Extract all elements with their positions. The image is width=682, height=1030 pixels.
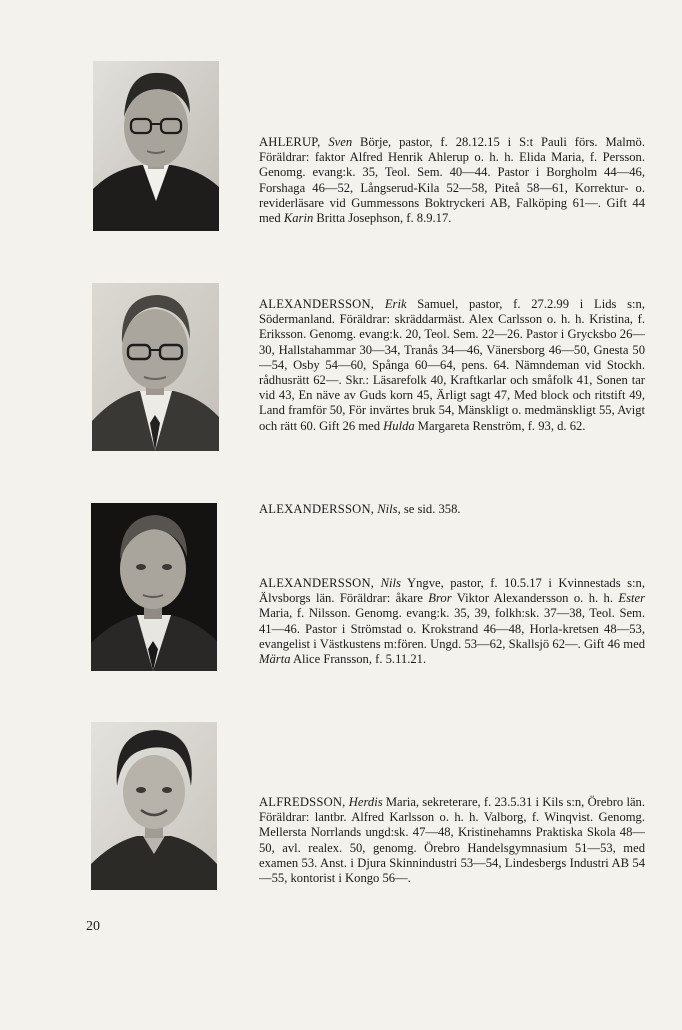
entry-spouse-name: Hulda bbox=[383, 418, 415, 433]
entry-spouse-rest: Alice Fransson, f. 5.11.21. bbox=[290, 652, 427, 667]
entry-surname: ALEXANDERSSON, bbox=[259, 502, 375, 516]
entry-spouse-name: Karin bbox=[283, 211, 314, 226]
entry-given-name: Sven bbox=[328, 135, 353, 149]
entry-given-name: Nils, bbox=[377, 502, 401, 516]
biography-entry-herdis-alfredsson bbox=[259, 795, 645, 886]
entry-surname: ALEXANDERSSON, bbox=[259, 297, 375, 311]
biography-entry-nils-alexandersson bbox=[259, 576, 645, 667]
biography-entry-erik-alexandersson bbox=[259, 297, 645, 434]
entry-surname: AHLERUP, bbox=[259, 135, 321, 149]
biography-entry-nils-alexandersson-reference bbox=[259, 502, 645, 517]
entry-spouse-name: Märta bbox=[259, 652, 291, 667]
biography-entry-ahlerup bbox=[259, 135, 645, 226]
portrait-photo-herdis-alfredsson bbox=[91, 722, 217, 890]
entry-text: Börje, pastor, f. 28.12.15 i S:t Pauli förs. Malmö. Föräldrar: faktor Alfred Henrik Ahlerup o. h. h. Elida Maria, f. Persson. Genomg. evang:k. 35, Teol. Sem. 40—44. Pastor i Borgholm 44—46, Forshaga 46—52, Långserud-Kila 52—58, Piteå 58—61, Korrektur- o. reviderläsare vid Gummessons Boktryckeri AB, Falköping 61—. Gift 44 med bbox=[259, 135, 645, 226]
entry-surname: ALEXANDERSSON, bbox=[259, 576, 375, 590]
portrait-photo-erik-alexandersson bbox=[92, 283, 219, 451]
entry-given-name: Erik bbox=[384, 297, 407, 311]
entry-text: se sid. 358. bbox=[400, 502, 461, 516]
entry-text: Samuel, pastor, f. 27.2.99 i Lids s:n, Södermanland. Föräldrar: skräddarmäst. Alex Carlsson o. h. h. Kristina, f. Eriksson. Genomg. evang:k. 20, Teol. Sem. 22—26. Pastor i Grycksbo 26—30, Hallstahammar 30—34, Tranås 34—46, Vänersborg 46—50, Gnesta 50—54, Osby 54—60, Spånga 60—64, pens. 64. Nämndeman vid Stockh. rådhusrätt 62—. Skr.: Läsarefolk 40, Kraftkarlar och småfolk 41, Sonen tar vid 43, En näve av Guds korn 45, Ärligt sagt 47, Med block och ritstift 49, Land framför 50, För invärtes bruk 54, Mänskligt o. medmänskligt 55, Avigt och rätt 60. Gift 26 med bbox=[259, 297, 645, 433]
entry-given-name: Nils bbox=[380, 576, 401, 590]
entry-text: Maria, sekreterare, f. 23.5.31 i Kils s:n, Örebro län. Föräldrar: lantbr. Alfred Karlsson o. h. h. Valborg, f. Winqvist. Genomg. Mellersta Norrlands ungd:sk. 47—48, Kristinehamns Praktiska Skola 48—50, avl. realex. 50, genomg. Örebro Handelsgymnasium 51—53, med examen 53. Anst. i Djura Skinnindustri 53—54, Lindesbergs Industri AB 54—55, kontorist i Kongo 56—. bbox=[259, 795, 646, 886]
entry-spouse-rest: Margareta Renström, f. 93, d. 62. bbox=[414, 418, 586, 433]
page-number: 20 bbox=[86, 919, 100, 934]
entry-given-name: Herdis bbox=[348, 795, 383, 809]
portrait-photo-nils-alexandersson bbox=[91, 503, 217, 671]
entry-text-2: Viktor Alexandersson o. h. h. bbox=[451, 591, 619, 606]
entry-mother-name: Ester bbox=[618, 591, 645, 606]
portrait-photo-ahlerup bbox=[93, 61, 219, 231]
entry-father-name: Bror bbox=[428, 591, 452, 606]
entry-surname: ALFREDSSON, bbox=[259, 795, 346, 809]
entry-text: Yngve, pastor, f. 10.5.17 i Kvinnestads s:n, Älvsborgs län. Föräldrar: åkare bbox=[259, 576, 645, 606]
entry-spouse-rest: Britta Josephson, f. 8.9.17. bbox=[313, 211, 452, 226]
entry-text-3: Maria, f. Nilsson. Genomg. evang:k. 35, 39, folkh:sk. 37—38, Teol. Sem. 41—46. Pastor i Strömstad o. Krokstrand 46—48, Horla-kretsen 48—53, evangelist i Västkustens m:fören. Ungd. 53—62, Skallsjö 62—. Gift 46 med bbox=[259, 606, 645, 651]
